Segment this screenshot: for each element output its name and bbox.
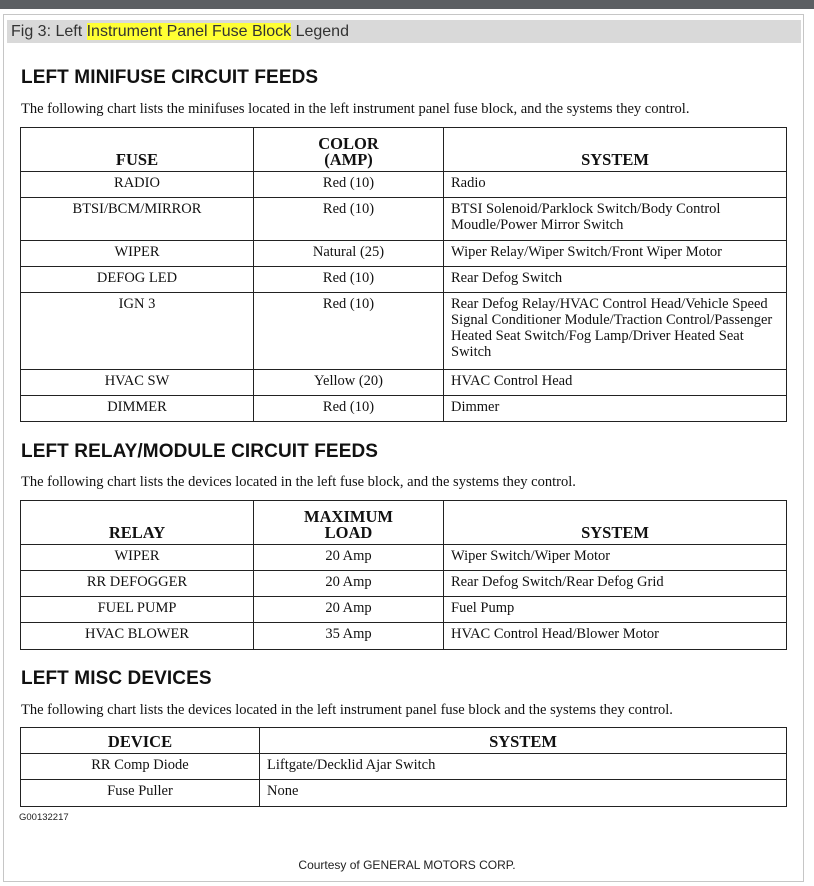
top-bar [0,0,814,9]
table-row [21,571,787,597]
cell-value: Red (10) [254,293,444,370]
cell-value: Red (10) [254,267,444,293]
minifuse-header-system: SYSTEM [444,128,787,172]
minifuse-header-color: COLOR (AMP) [254,128,444,172]
minifuse-header-fuse: FUSE [21,128,254,172]
cell-name: BTSI/BCM/MIRROR [21,198,254,241]
table-row [21,396,787,422]
table-row [21,623,787,650]
credit-line: Courtesy of GENERAL MOTORS CORP. [298,858,516,872]
minifuse-intro: The following chart lists the minifuses located in the left instrument panel fuse block, and the systems they control. [21,101,690,117]
cell-value: Red (10) [254,172,444,198]
cell-system: Liftgate/Decklid Ajar Switch [260,754,787,780]
cell-system: Rear Defog Switch/Rear Defog Grid [444,571,787,597]
cell-name: FUEL PUMP [21,597,254,623]
cell-value: Natural (25) [254,241,444,267]
cell-value: 20 Amp [254,597,444,623]
cell-value: 20 Amp [254,571,444,597]
cell-value: 20 Amp [254,545,444,571]
table-row [21,267,787,293]
caption-suffix: Legend [291,23,349,40]
cell-name: DEFOG LED [21,267,254,293]
caption-prefix: Fig 3: Left [11,23,87,40]
table-row [21,241,787,267]
cell-system: Fuel Pump [444,597,787,623]
cell-name: DIMMER [21,396,254,422]
relay-intro: The following chart lists the devices located in the left fuse block, and the systems they control. [21,474,576,490]
minifuse-table [20,127,787,422]
cell-name: HVAC SW [21,370,254,396]
relay-header-relay: RELAY [21,501,254,545]
figure-caption [7,20,801,43]
cell-system: None [260,780,787,807]
cell-name: IGN 3 [21,293,254,370]
misc-intro: The following chart lists the devices located in the left instrument panel fuse block and the systems they control. [21,702,673,718]
cell-system: Rear Defog Switch [444,267,787,293]
cell-name: RR DEFOGGER [21,571,254,597]
cell-name: WIPER [21,241,254,267]
cell-system: Rear Defog Relay/HVAC Control Head/Vehicle Speed Signal Conditioner Module/Traction Control/Passenger Heated Seat Switch/Fog Lamp/Driver Heated Seat Switch [444,293,787,370]
cell-name: Fuse Puller [21,780,260,807]
cell-system: Wiper Switch/Wiper Motor [444,545,787,571]
figure-id: G00132217 [19,812,69,823]
table-row [21,293,787,370]
cell-system: BTSI Solenoid/Parklock Switch/Body Control Moudle/Power Mirror Switch [444,198,787,241]
table-row [21,545,787,571]
cell-value: Yellow (20) [254,370,444,396]
cell-value: Red (10) [254,396,444,422]
caption-highlight: Instrument Panel Fuse Block [86,23,292,40]
misc-header-device: DEVICE [21,728,260,754]
cell-system: HVAC Control Head [444,370,787,396]
cell-name: WIPER [21,545,254,571]
table-row [21,597,787,623]
cell-system: Wiper Relay/Wiper Switch/Front Wiper Motor [444,241,787,267]
minifuse-title: LEFT MINIFUSE CIRCUIT FEEDS [21,67,319,88]
cell-name: RR Comp Diode [21,754,260,780]
cell-value: Red (10) [254,198,444,241]
table-row [21,198,787,241]
cell-system: Dimmer [444,396,787,422]
cell-name: HVAC BLOWER [21,623,254,650]
relay-header-system: SYSTEM [444,501,787,545]
cell-system: Radio [444,172,787,198]
misc-title: LEFT MISC DEVICES [21,668,212,689]
table-row [21,370,787,396]
cell-system: HVAC Control Head/Blower Motor [444,623,787,650]
relay-table [20,500,787,650]
table-row [21,780,787,807]
relay-header-load: MAXIMUM LOAD [254,501,444,545]
cell-name: RADIO [21,172,254,198]
cell-value: 35 Amp [254,623,444,650]
misc-table [20,727,787,807]
table-row [21,754,787,780]
relay-title: LEFT RELAY/MODULE CIRCUIT FEEDS [21,441,379,462]
table-row [21,172,787,198]
misc-header-system: SYSTEM [260,728,787,754]
